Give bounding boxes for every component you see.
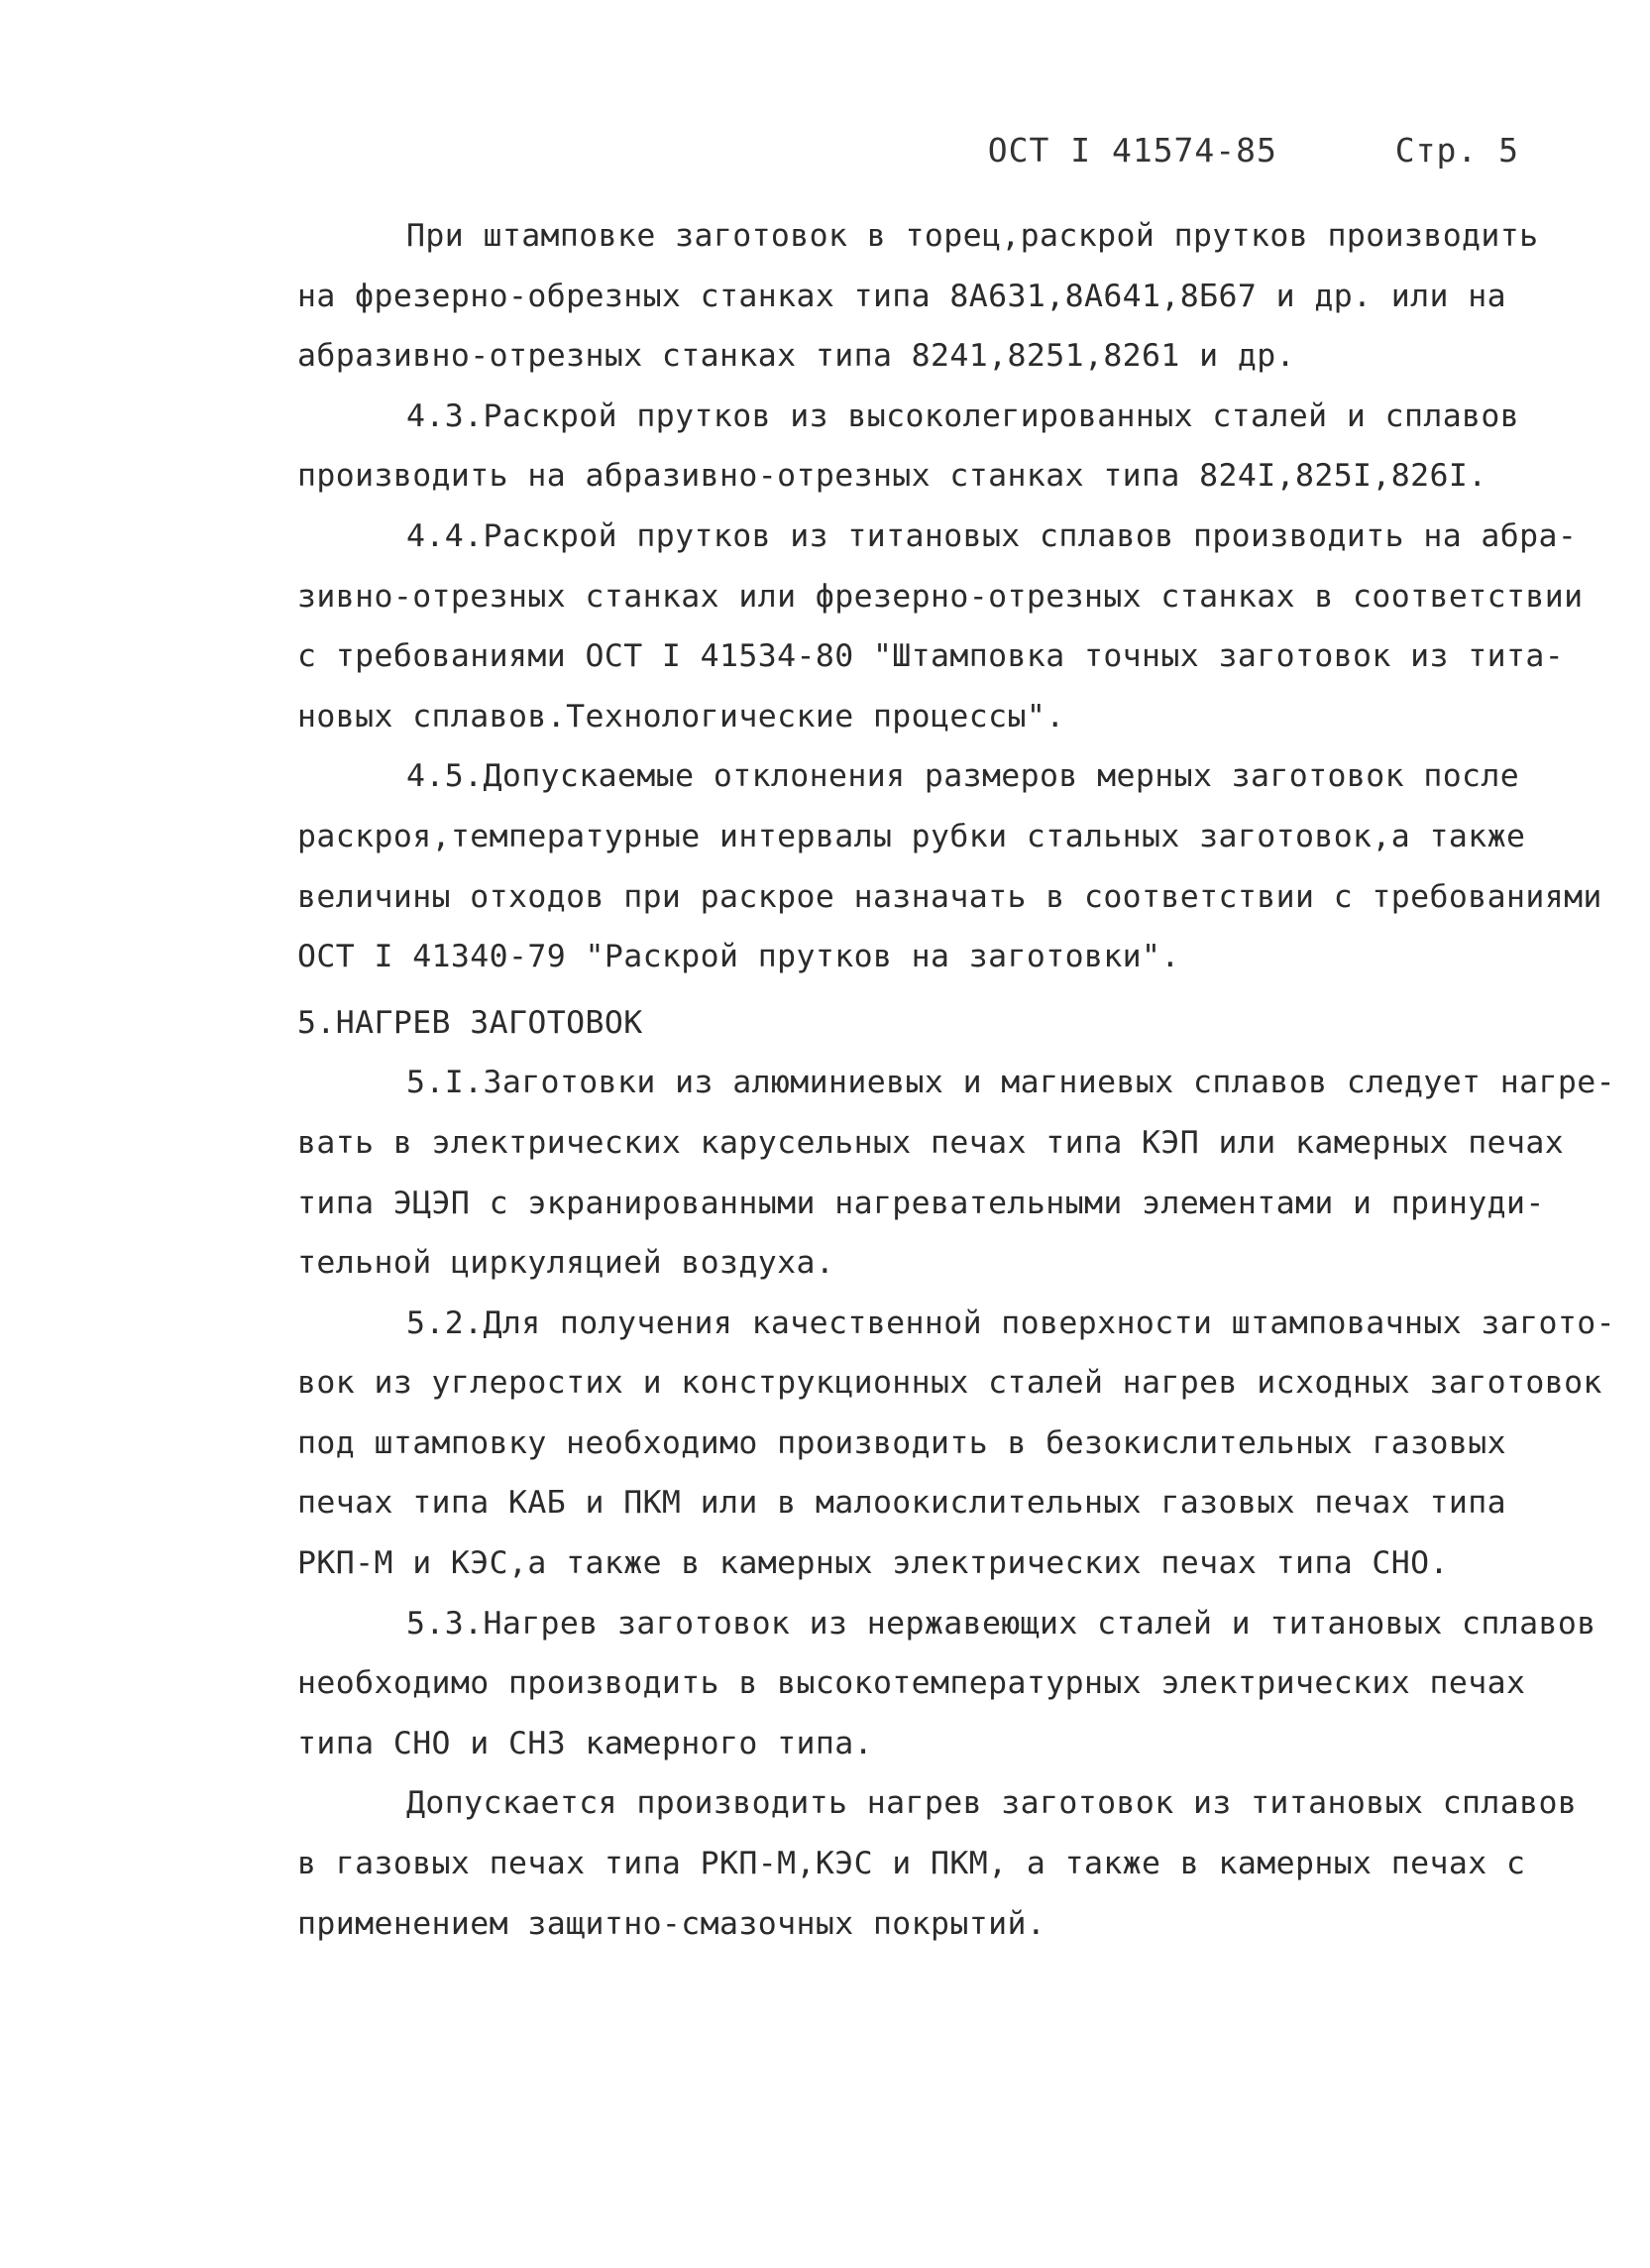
page-number: Стр. 5 [1394, 131, 1519, 170]
text-line: РКП-М и КЭС,а также в камерных электрических печах типа СНО. [297, 1545, 1449, 1582]
paragraph [297, 1594, 1596, 1774]
paragraph [297, 1773, 1578, 1954]
text-line: в газовых печах типа РКП-М,КЭС и ПКМ, а также в камерных печах с [297, 1846, 1526, 1882]
paragraph [297, 1053, 1615, 1293]
text-line: вок из углеростих и конструкционных сталей нагрев исходных заготовок [297, 1365, 1602, 1402]
text-line: абразивно-отрезных станках типа 8241,8251,8261 и др. [297, 338, 1295, 375]
text-line: новых сплавов.Технологические процессы". [297, 698, 1065, 735]
text-line: 4.4.Раскрой прутков из титановых сплавов производить на абра- [406, 517, 1578, 554]
text-line: типа СНО и СНЗ камерного типа. [297, 1725, 873, 1761]
text-line: 5.2.Для получения качественной поверхности штамповачных загото- [406, 1304, 1615, 1341]
text-line: зивно-отрезных станках или фрезерно-отрезных станках в соответствии [297, 578, 1584, 615]
text-line: величины отходов при раскрое назначать в соответствии с требованиями [297, 878, 1602, 915]
text-line: 5.3.Нагрев заготовок из нержавеющих сталей и титановых сплавов [406, 1605, 1596, 1642]
paragraph [297, 387, 1571, 507]
paragraph [297, 746, 1602, 986]
page-header [988, 131, 1519, 170]
paragraph [297, 1294, 1615, 1594]
text-line: 4.5.Допускаемые отклонения размеров мерных заготовок после [406, 758, 1520, 795]
text-line: типа ЭЦЭП с экранированными нагревательными элементами и принуди- [297, 1185, 1545, 1221]
text-line: необходимо производить в высокотемпературных электрических печах [297, 1665, 1526, 1702]
text-line: вать в электрических карусельных печах типа КЭП или камерных печах [297, 1124, 1565, 1161]
document-body [297, 206, 1615, 1954]
text-line: под штамповку необходимо производить в безокислительных газовых [297, 1424, 1506, 1461]
text-line: тельной циркуляцией воздуха. [297, 1245, 835, 1282]
text-line: 5.I.Заготовки из алюминиевых и магниевых сплавов следует нагре- [406, 1065, 1615, 1101]
section-heading: 5.НАГРЕВ ЗАГОТОВОК [297, 1004, 643, 1041]
text-line: 4.3.Раскрой прутков из высоколегированных сталей и сплавов [406, 397, 1520, 434]
text-line: Допускается производить нагрев заготовок из титановых сплавов [406, 1785, 1578, 1822]
text-line: с требованиями ОСТ I 41534-80 "Штамповка точных заготовок из тита- [297, 638, 1565, 675]
text-line: печах типа КАБ и ПКМ или в малоокислительных газовых печах типа [297, 1485, 1506, 1522]
text-line: применением защитно-смазочных покрытий. [297, 1905, 1046, 1942]
text-line: При штамповке заготовок в торец,раскрой прутков производить [406, 218, 1539, 254]
text-line: ОСТ I 41340-79 "Раскрой прутков на заготовки". [297, 939, 1180, 975]
text-line: раскроя,температурные интервалы рубки стальных заготовок,а также [297, 818, 1526, 854]
text-line: на фрезерно-обрезных станках типа 8А631,8А641,8Б67 и др. или на [297, 278, 1506, 314]
document-id: ОСТ I 41574-85 [987, 131, 1277, 170]
text-line: производить на абразивно-отрезных станках типа 824I,825I,826I. [297, 458, 1487, 495]
paragraph [297, 206, 1571, 387]
paragraph [297, 507, 1584, 746]
